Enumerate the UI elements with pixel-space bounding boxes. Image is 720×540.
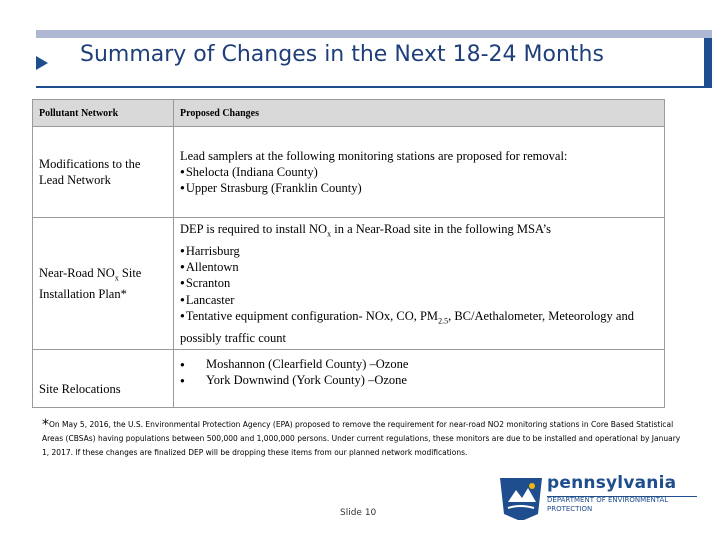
changes-table <box>32 99 665 408</box>
changes-intro: DEP is required to install $NO_x$ in a Near-Road site in the following MSA’s <box>180 222 551 239</box>
table-row <box>33 350 665 408</box>
header-proposed-changes: Proposed Changes <box>174 100 665 127</box>
list-item: ● Shelocta (Indiana County) <box>180 164 658 180</box>
footnote-text: On May 5, 2016, the U.S. Environmental Protection Agency (EPA) proposed to remove the requirement for near-road NO2 monitoring stations in Core Based Statistical Areas (CBSAs) having populations between 500,000 and 1,000,000 persons. Under current regulations, these monitors are due to be installed and operational by January 1, 2017. If these changes are finalized DEP will be dropping these items from our planned network modifications. <box>42 420 681 457</box>
equipment-item: ● Tentative equipment configuration- NOx, CO, $PM_{2.5}$, BC/Aethalometer, Meteorology and possibly traffic count <box>180 308 658 346</box>
title-top-stripe <box>36 30 712 38</box>
logo-dept-line-2: PROTECTION <box>547 504 593 513</box>
keystone-sun-icon <box>529 483 535 489</box>
slide-number: Slide 10 <box>340 508 377 518</box>
list-item: ● Harrisburg <box>180 243 658 259</box>
list-item: ● Upper Strasburg (Franklin County) <box>180 180 658 196</box>
logo-text <box>547 474 676 513</box>
network-cell: Near-Road $NO_x$ Site Installation Plan* <box>33 218 174 350</box>
network-cell: Modifications to the Lead Network <box>33 127 174 218</box>
list-item: ● Moshannon (Clearfield County) –Ozone <box>180 356 658 372</box>
list-item: ● Lancaster <box>180 292 658 308</box>
table-header-row <box>33 100 665 127</box>
list-item: ● York Downwind (York County) –Ozone <box>180 372 658 388</box>
title-bar-edge <box>704 38 712 86</box>
changes-cell <box>174 218 665 350</box>
footnote <box>42 418 682 460</box>
logo-name: pennsylvania <box>547 473 677 493</box>
list-item: ● Allentown <box>180 259 658 275</box>
logo-dept-line-1: DEPARTMENT OF ENVIRONMENTAL <box>547 496 669 504</box>
changes-cell <box>174 350 665 408</box>
table-row <box>33 127 665 218</box>
network-cell: Site Relocations <box>33 350 174 408</box>
header-pollutant-network: Pollutant Network <box>33 100 174 127</box>
table-row <box>33 218 665 350</box>
changes-cell <box>174 127 665 218</box>
slide-title: Summary of Changes in the Next 18-24 Months <box>80 42 604 67</box>
title-arrow-icon <box>36 56 48 70</box>
list-item: ● Scranton <box>180 275 658 291</box>
changes-intro: Lead samplers at the following monitoring stations are proposed for removal: <box>180 148 568 163</box>
footnote-marker: * <box>42 417 49 433</box>
title-bottom-stripe <box>36 86 712 88</box>
